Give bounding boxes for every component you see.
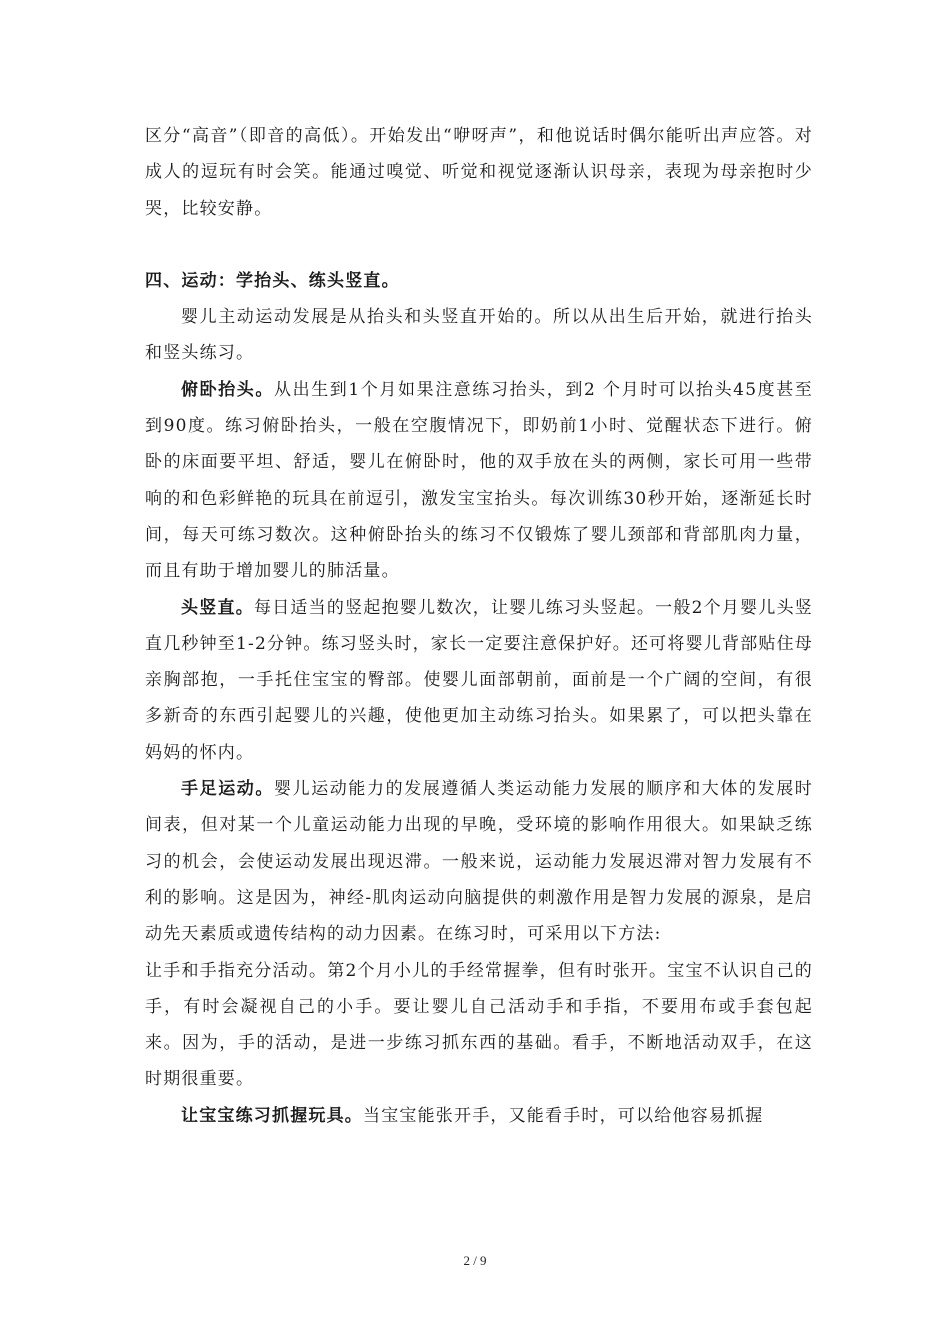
paragraph-limbs: [145, 771, 813, 952]
page-number: 2 / 9: [463, 1253, 487, 1268]
paragraph-prone-text: 从出生到1个月如果注意练习抬头，到2 个月时可以抬头45度甚至到90度。练习俯卧抬头，一般在空腹情况下，即奶前1小时、觉醒状态下进行。俯卧的床面要平坦、舒适，婴儿在俯卧时，他的双手放在头的两侧，家长可用一些带响的和色彩鲜艳的玩具在前逗引，激发宝宝抬头。每次训练30秒开始，逐渐延长时间，每天可练习数次。这种俯卧抬头的练习不仅锻炼了婴儿颈部和背部肌肉力量，而且有助于增加婴儿的肺活量。: [145, 379, 814, 582]
paragraph-upright: [145, 590, 813, 771]
paragraph-upright-text: 每日适当的竖起抱婴儿数次，让婴儿练习头竖起。一般2个月婴儿头竖直几秒钟至1-2分钟。练习竖头时，家长一定要注意保护好。还可将婴儿背部贴住母亲胸部抱，一手托住宝宝的臀部。使婴儿面部朝前，面前是一个广阔的空间，有很多新奇的东西引起婴儿的兴趣，使他更加主动练习抬头。如果累了，可以把头靠在妈妈的怀内。: [145, 597, 814, 763]
subheading-grasp: 让宝宝练习抓握玩具。: [181, 1105, 363, 1126]
document-body: [145, 118, 813, 1134]
paragraph-hands: 让手和手指充分活动。第2个月小儿的手经常握拳，但有时张开。宝宝不认识自己的手，有时会凝视自己的小手。要让婴儿自己活动手和手指，不要用布或手套包起来。因为，手的活动，是进一步练习抓东西的基础。看手，不断地活动双手，在这时期很重要。: [145, 960, 813, 1090]
section-heading: 四、运动：学抬头、练头竖直。: [145, 270, 400, 291]
paragraph-intro: 区分“高音”（即音的高低）。开始发出“咿呀声”，和他说话时偶尔能听出声应答。对成人的逗玩有时会笑。能通过嗅觉、听觉和视觉逐渐认识母亲，表现为母亲抱时少哭，比较安静。: [145, 126, 813, 219]
subheading-prone: 俯卧抬头。: [181, 379, 274, 400]
subheading-upright: 头竖直。: [181, 597, 254, 618]
paragraph-prone: [145, 372, 813, 590]
paragraph-grasp-text: 当宝宝能张开手，又能看手时，可以给他容易抓握: [363, 1105, 764, 1126]
paragraph-motion: 婴儿主动运动发展是从抬头和头竖直开始的。所以从出生后开始，就进行抬头和竖头练习。: [145, 307, 813, 364]
paragraph-limbs-text: 婴儿运动能力的发展遵循人类运动能力发展的顺序和大体的发展时间表，但对某一个儿童运动能力出现的早晚，受环境的影响作用很大。如果缺乏练习的机会，会使运动发展出现迟滞。一般来说，运动能力发展迟滞对智力发展有不利的影响。这是因为，神经-肌肉运动向脑提供的刺激作用是智力发展的源泉，是启动先天素质或遗传结构的动力因素。在练习时，可采用以下方法:: [145, 779, 813, 945]
subheading-limbs: 手足运动。: [181, 779, 274, 800]
paragraph-spacer: [145, 227, 813, 263]
paragraph-grasp: [145, 1098, 813, 1134]
